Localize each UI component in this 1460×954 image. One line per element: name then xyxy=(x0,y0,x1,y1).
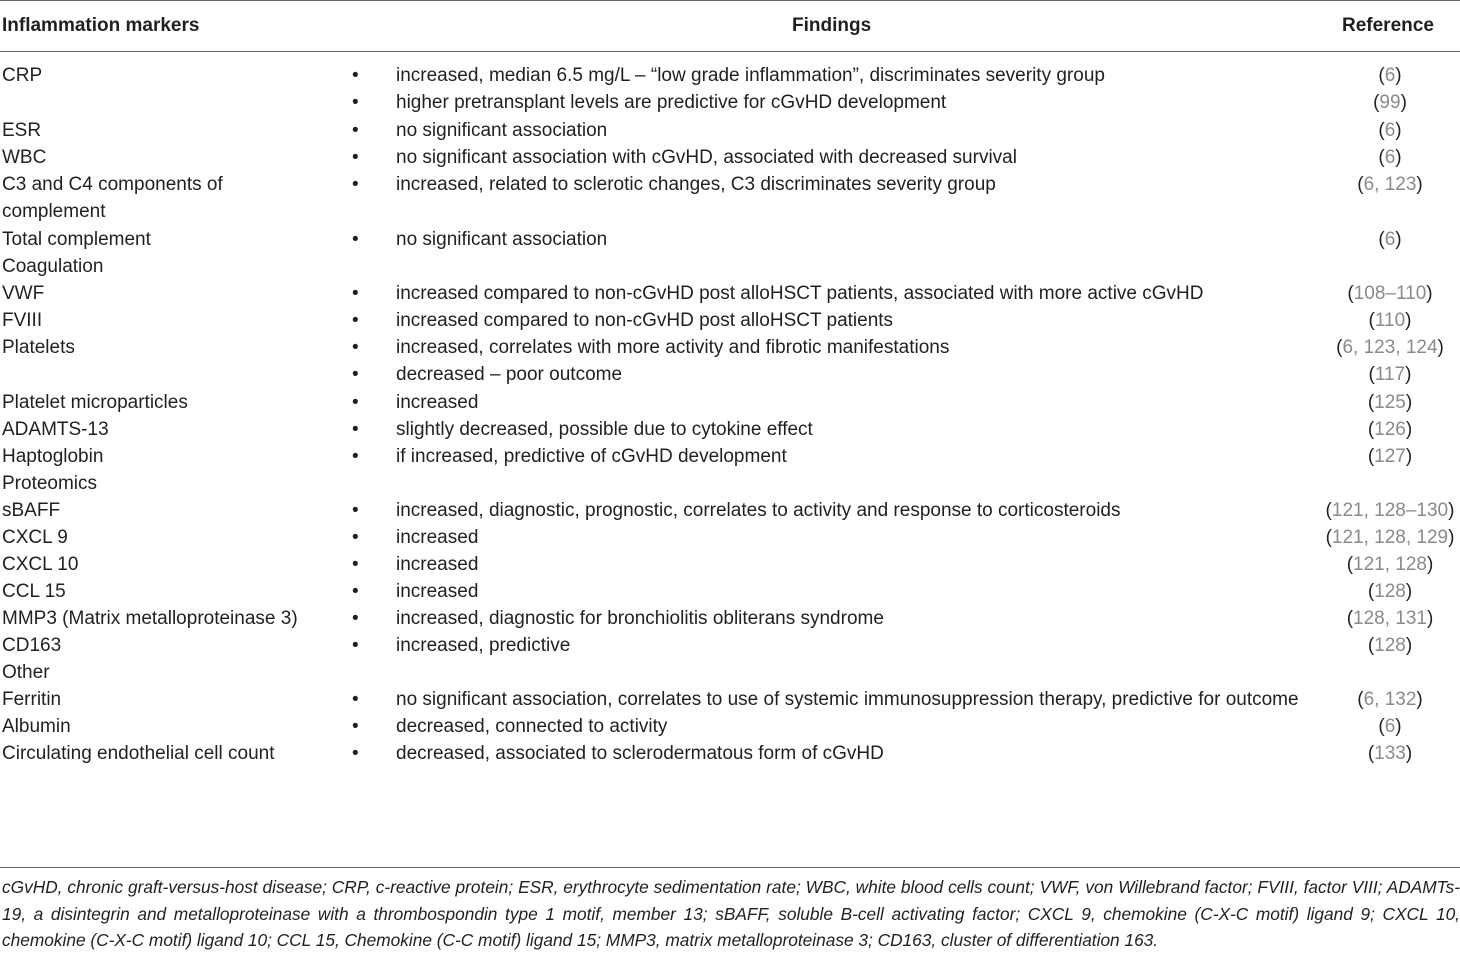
reference-open-paren: ( xyxy=(1347,283,1354,304)
reference-cell xyxy=(1320,443,1460,470)
findings-list xyxy=(352,226,1312,253)
table-row xyxy=(0,117,1460,144)
reference-open-paren: ( xyxy=(1368,364,1375,386)
table-row xyxy=(0,686,1460,713)
reference-open-paren: ( xyxy=(1367,581,1375,602)
table-row xyxy=(0,497,1460,524)
marker-name: Ferritin xyxy=(2,689,62,710)
reference-link[interactable]: 121, 128–130 xyxy=(1331,500,1449,521)
reference-close-paren: ) xyxy=(1416,689,1423,710)
table-row xyxy=(0,524,1460,551)
finding-text: slightly decreased, possible due to cytokine effect xyxy=(396,419,813,440)
findings-list xyxy=(352,551,1312,578)
table-row xyxy=(0,389,1460,416)
marker-name: C3 and C4 components of complement xyxy=(2,174,223,223)
reference-link[interactable]: 125 xyxy=(1374,392,1406,413)
reference-entry xyxy=(1320,334,1460,361)
reference-close-paren: ) xyxy=(1448,527,1455,548)
reference-close-paren: ) xyxy=(1395,229,1402,250)
reference-link[interactable]: 121, 128 xyxy=(1353,554,1427,575)
bullet-icon: • xyxy=(352,120,359,141)
reference-entry xyxy=(1320,361,1460,388)
reference-close-paren: ) xyxy=(1405,743,1413,764)
reference-entry xyxy=(1320,497,1460,524)
reference-cell xyxy=(1320,632,1460,659)
header-reference: Reference xyxy=(1342,15,1434,36)
finding-text: no significant association xyxy=(396,229,608,250)
finding-text: decreased, associated to sclerodermatous form of cGvHD xyxy=(396,743,884,764)
reference-open-paren: ( xyxy=(1367,635,1375,656)
finding-text: decreased – poor outcome xyxy=(396,364,623,386)
table-row xyxy=(0,659,1460,686)
reference-cell xyxy=(1320,117,1460,144)
reference-open-paren: ( xyxy=(1346,608,1354,629)
reference-close-paren: ) xyxy=(1426,608,1434,629)
reference-close-paren: ) xyxy=(1405,364,1412,386)
findings-list xyxy=(352,605,1312,632)
bullet-icon: • xyxy=(352,689,359,710)
finding-text: increased xyxy=(396,581,479,602)
bullet-icon: • xyxy=(352,446,359,467)
finding-item xyxy=(352,443,1312,470)
reference-entry xyxy=(1320,740,1460,767)
finding-text: increased xyxy=(396,554,479,575)
bullet-icon: • xyxy=(352,174,359,195)
table-row xyxy=(0,551,1460,578)
finding-text: no significant association with cGvHD, associated with decreased survival xyxy=(396,147,1017,168)
reference-link[interactable]: 128, 131 xyxy=(1353,608,1427,629)
marker-name: MMP3 (Matrix metalloproteinase 3) xyxy=(2,608,298,629)
finding-text: increased, median 6.5 mg/L – “low grade inflammation”, discriminates severity group xyxy=(396,65,1105,86)
marker-name: CCL 15 xyxy=(2,581,66,602)
finding-text: increased xyxy=(396,392,479,413)
reference-link[interactable]: 6, 123 xyxy=(1363,174,1417,195)
reference-cell xyxy=(1320,740,1460,767)
reference-close-paren: ) xyxy=(1395,716,1402,737)
finding-text: increased compared to non-cGvHD post alloHSCT patients xyxy=(396,310,894,331)
reference-open-paren: ( xyxy=(1378,716,1385,737)
reference-cell xyxy=(1320,686,1460,713)
finding-item xyxy=(352,740,1312,767)
reference-close-paren: ) xyxy=(1426,283,1433,304)
marker-name: Haptoglobin xyxy=(2,446,104,467)
findings-list xyxy=(352,62,1312,117)
reference-close-paren: ) xyxy=(1416,174,1423,195)
reference-close-paren: ) xyxy=(1395,147,1402,168)
table-row xyxy=(0,307,1460,334)
bullet-icon: • xyxy=(352,500,359,521)
finding-item xyxy=(352,578,1312,605)
reference-entry xyxy=(1320,389,1460,416)
reference-open-paren: ( xyxy=(1367,446,1375,467)
reference-open-paren: ( xyxy=(1325,500,1332,521)
reference-entry xyxy=(1320,632,1460,659)
findings-list xyxy=(352,416,1312,443)
reference-cell xyxy=(1320,713,1460,740)
reference-open-paren: ( xyxy=(1367,419,1375,440)
marker-name: WBC xyxy=(2,147,47,168)
marker-name: Platelets xyxy=(2,337,75,358)
reference-open-paren: ( xyxy=(1357,689,1364,710)
marker-name: CXCL 10 xyxy=(2,554,79,575)
reference-close-paren: ) xyxy=(1405,310,1412,331)
findings-list xyxy=(352,632,1312,659)
finding-item xyxy=(352,551,1312,578)
findings-list xyxy=(352,740,1312,767)
table-row xyxy=(0,144,1460,171)
reference-close-paren: ) xyxy=(1405,635,1413,656)
marker-name: CXCL 9 xyxy=(2,527,68,548)
bullet-icon: • xyxy=(352,743,359,764)
findings-list xyxy=(352,144,1312,171)
reference-close-paren: ) xyxy=(1400,92,1407,114)
reference-link[interactable]: 121, 128, 129 xyxy=(1331,527,1449,548)
findings-list xyxy=(352,713,1312,740)
bullet-icon: • xyxy=(352,337,359,358)
findings-list xyxy=(352,524,1312,551)
reference-close-paren: ) xyxy=(1405,581,1413,602)
reference-cell xyxy=(1320,578,1460,605)
reference-link[interactable]: 6 xyxy=(1384,120,1396,141)
bullet-icon: • xyxy=(352,310,359,331)
reference-entry xyxy=(1320,713,1460,740)
reference-open-paren: ( xyxy=(1325,527,1332,548)
finding-text: increased xyxy=(396,527,479,548)
table-row xyxy=(0,578,1460,605)
marker-name: VWF xyxy=(2,283,45,304)
table-row xyxy=(0,416,1460,443)
findings-list xyxy=(352,686,1312,713)
finding-text: increased, diagnostic, prognostic, correlates to activity and response to corticosteroids xyxy=(396,500,1121,521)
reference-entry xyxy=(1320,117,1460,144)
findings-list xyxy=(352,443,1312,470)
finding-item xyxy=(352,389,1312,416)
reference-entry xyxy=(1320,686,1460,713)
table-row xyxy=(0,443,1460,470)
marker-name: CD163 xyxy=(2,635,62,656)
table-row xyxy=(0,226,1460,253)
findings-list xyxy=(352,117,1312,144)
finding-text: increased, related to sclerotic changes, C3 discriminates severity group xyxy=(396,174,996,195)
finding-item xyxy=(352,416,1312,443)
reference-close-paren: ) xyxy=(1426,554,1434,575)
table-header-rule xyxy=(0,51,1460,52)
finding-item xyxy=(352,334,1312,361)
reference-link[interactable]: 110 xyxy=(1374,310,1406,331)
table-row xyxy=(0,632,1460,659)
reference-cell xyxy=(1320,62,1460,117)
reference-link[interactable]: 128 xyxy=(1374,635,1406,656)
reference-link[interactable]: 6, 123, 124 xyxy=(1342,337,1438,358)
reference-entry xyxy=(1320,307,1460,334)
reference-cell xyxy=(1320,280,1460,307)
finding-text: if increased, predictive of cGvHD development xyxy=(396,446,787,467)
bullet-icon: • xyxy=(352,229,359,250)
reference-entry xyxy=(1320,89,1460,116)
finding-item xyxy=(352,524,1312,551)
reference-cell xyxy=(1320,605,1460,632)
marker-name: ESR xyxy=(2,120,42,141)
bullet-icon: • xyxy=(352,554,359,575)
marker-name: Circulating endothelial cell count xyxy=(2,743,275,764)
reference-cell xyxy=(1320,497,1460,524)
findings-list xyxy=(352,334,1312,389)
bullet-icon: • xyxy=(352,392,359,413)
marker-name: Platelet microparticles xyxy=(2,392,188,413)
reference-entry xyxy=(1320,416,1460,443)
bullet-icon: • xyxy=(352,364,359,386)
reference-open-paren: ( xyxy=(1378,65,1385,86)
header-inflammation-markers: Inflammation markers xyxy=(2,15,200,36)
finding-item xyxy=(352,632,1312,659)
reference-close-paren: ) xyxy=(1448,500,1455,521)
marker-name: CRP xyxy=(2,65,43,86)
reference-close-paren: ) xyxy=(1405,419,1413,440)
bullet-icon: • xyxy=(352,147,359,168)
finding-item xyxy=(352,144,1312,171)
reference-link[interactable]: 108–110 xyxy=(1353,283,1427,304)
bullet-icon: • xyxy=(352,65,359,86)
finding-item xyxy=(352,361,1312,388)
reference-entry xyxy=(1320,144,1460,171)
reference-link[interactable]: 6, 132 xyxy=(1363,689,1417,710)
reference-open-paren: ( xyxy=(1378,120,1385,141)
table-row xyxy=(0,470,1460,497)
marker-name: ADAMTS-13 xyxy=(2,419,109,440)
reference-entry xyxy=(1320,443,1460,470)
findings-list xyxy=(352,171,1312,198)
reference-cell xyxy=(1320,144,1460,171)
finding-text: no significant association, correlates to use of systemic immunosuppression therapy, predictive for outcome xyxy=(396,689,1299,710)
table-header xyxy=(0,0,1460,51)
finding-item xyxy=(352,171,1312,198)
reference-link[interactable]: 127 xyxy=(1374,446,1406,467)
reference-link[interactable]: 6 xyxy=(1384,229,1396,250)
reference-entry xyxy=(1320,171,1460,198)
finding-text: increased, correlates with more activity and fibrotic manifestations xyxy=(396,337,950,358)
reference-close-paren: ) xyxy=(1405,446,1413,467)
marker-name: Proteomics xyxy=(2,473,98,494)
table-row xyxy=(0,280,1460,307)
reference-entry xyxy=(1320,605,1460,632)
bullet-icon: • xyxy=(352,283,359,304)
reference-close-paren: ) xyxy=(1405,392,1413,413)
reference-link[interactable]: 117 xyxy=(1374,364,1406,386)
finding-text: increased, predictive xyxy=(396,635,571,656)
finding-item xyxy=(352,686,1312,713)
reference-entry xyxy=(1320,280,1460,307)
marker-name: sBAFF xyxy=(2,500,61,521)
reference-open-paren: ( xyxy=(1336,337,1343,358)
finding-text: no significant association xyxy=(396,120,608,141)
marker-name: Coagulation xyxy=(2,256,104,277)
findings-list xyxy=(352,389,1312,416)
reference-open-paren: ( xyxy=(1368,310,1375,331)
table-row xyxy=(0,740,1460,767)
reference-entry xyxy=(1320,551,1460,578)
reference-link[interactable]: 126 xyxy=(1374,419,1406,440)
reference-open-paren: ( xyxy=(1378,229,1385,250)
reference-entry xyxy=(1320,524,1460,551)
bullet-icon: • xyxy=(352,581,359,602)
reference-cell xyxy=(1320,389,1460,416)
reference-entry xyxy=(1320,578,1460,605)
finding-text: higher pretransplant levels are predictive for cGvHD development xyxy=(396,92,947,114)
reference-link[interactable]: 6 xyxy=(1384,716,1396,737)
reference-entry xyxy=(1320,226,1460,253)
table-bottom-rule xyxy=(0,867,1460,868)
finding-item xyxy=(352,62,1312,89)
reference-cell xyxy=(1320,171,1460,198)
reference-open-paren: ( xyxy=(1373,92,1380,114)
reference-link[interactable]: 133 xyxy=(1374,743,1406,764)
finding-item xyxy=(352,89,1312,116)
findings-list xyxy=(352,280,1312,307)
marker-name: Total complement xyxy=(2,229,151,250)
finding-item xyxy=(352,226,1312,253)
bullet-icon: • xyxy=(352,716,359,737)
findings-list xyxy=(352,578,1312,605)
table-row xyxy=(0,605,1460,632)
reference-close-paren: ) xyxy=(1395,65,1402,86)
table-body xyxy=(0,62,1460,767)
marker-name: FVIII xyxy=(2,310,43,331)
findings-list xyxy=(352,497,1312,524)
reference-open-paren: ( xyxy=(1367,743,1375,764)
reference-cell xyxy=(1320,334,1460,389)
reference-open-paren: ( xyxy=(1378,147,1385,168)
table-row xyxy=(0,62,1460,117)
finding-text: increased compared to non-cGvHD post alloHSCT patients, associated with more active cGvHD xyxy=(396,283,1204,304)
reference-cell xyxy=(1320,416,1460,443)
bullet-icon: • xyxy=(352,419,359,440)
reference-open-paren: ( xyxy=(1346,554,1354,575)
finding-item xyxy=(352,280,1312,307)
bullet-icon: • xyxy=(352,92,359,114)
bullet-icon: • xyxy=(352,635,359,656)
table-row xyxy=(0,713,1460,740)
reference-cell xyxy=(1320,551,1460,578)
reference-link[interactable]: 128 xyxy=(1374,581,1406,602)
reference-link[interactable]: 99 xyxy=(1379,92,1401,114)
table-footnote: cGvHD, chronic graft-versus-host disease; CRP, c-reactive protein; ESR, erythrocyte sedimentation rate; WBC, white blood cells count; VWF, von Willebrand factor; FVIII, factor VIII; ADAMTs-19, a disintegrin and metalloproteinase with a thrombospondin type 1 motif, member 13; sBAFF, soluble B-cell activating factor; CXCL 9, chemokine (C-X-C motif) ligand 9; CXCL 10, chemokine (C-X-C motif) ligand 10; CCL 15, Chemokine (C-C motif) ligand 15; MMP3, matrix metalloproteinase 3; CD163, cluster of differentiation 163. xyxy=(2,877,1460,951)
reference-open-paren: ( xyxy=(1367,392,1375,413)
marker-name: Albumin xyxy=(2,716,71,737)
reference-link[interactable]: 6 xyxy=(1384,147,1396,168)
bullet-icon: • xyxy=(352,608,359,629)
finding-item xyxy=(352,497,1312,524)
table-row xyxy=(0,334,1460,389)
reference-cell xyxy=(1320,226,1460,253)
reference-cell xyxy=(1320,524,1460,551)
marker-name: Other xyxy=(2,662,50,683)
finding-item xyxy=(352,605,1312,632)
reference-close-paren: ) xyxy=(1395,120,1402,141)
finding-text: decreased, connected to activity xyxy=(396,716,668,737)
findings-list xyxy=(352,307,1312,334)
table-row xyxy=(0,171,1460,226)
reference-close-paren: ) xyxy=(1437,337,1444,358)
reference-open-paren: ( xyxy=(1357,174,1364,195)
finding-text: increased, diagnostic for bronchiolitis obliterans syndrome xyxy=(396,608,884,629)
finding-item xyxy=(352,117,1312,144)
reference-link[interactable]: 6 xyxy=(1384,65,1396,86)
reference-entry xyxy=(1320,62,1460,89)
header-findings: Findings xyxy=(792,15,872,36)
finding-item xyxy=(352,713,1312,740)
finding-item xyxy=(352,307,1312,334)
reference-cell xyxy=(1320,307,1460,334)
table-row xyxy=(0,253,1460,280)
bullet-icon: • xyxy=(352,527,359,548)
